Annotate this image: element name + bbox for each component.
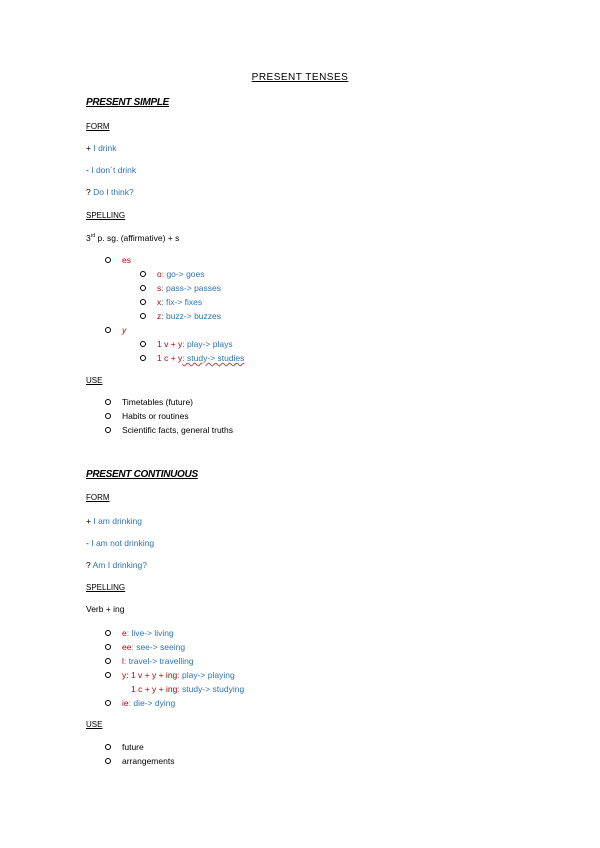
list-item: z: buzz-> buzzes	[157, 311, 222, 321]
form-line-negative	[86, 165, 136, 175]
list-item: Habits or routines	[122, 411, 189, 421]
plus-symbol: +	[86, 143, 91, 153]
list-item: ie: die-> dying	[122, 698, 176, 708]
list-item: e: live-> living	[122, 628, 174, 638]
form-example: I am drinking	[93, 516, 143, 526]
bullet-circle-icon	[105, 658, 111, 664]
bullet-circle-icon	[140, 341, 146, 347]
form-line-question	[86, 187, 134, 197]
form-line-question	[86, 560, 147, 570]
list-item: future	[122, 742, 144, 752]
bullet-circle-icon	[140, 271, 146, 277]
question-symbol: ?	[86, 560, 91, 570]
bullet-circle-icon	[105, 413, 111, 419]
form-line-negative	[86, 538, 154, 548]
form-line-affirmative	[86, 516, 142, 526]
bullet-circle-icon	[105, 257, 111, 263]
use-heading: USE	[86, 376, 103, 385]
list-item: x: fix-> fixes	[157, 297, 203, 307]
form-example: I am not drinking	[91, 538, 155, 548]
plus-symbol: +	[86, 516, 91, 526]
bullet-circle-icon	[140, 299, 146, 305]
spelling-rule: Verb + ing	[86, 604, 125, 614]
bullet-circle-icon	[105, 672, 111, 678]
form-example: I drink	[93, 143, 117, 153]
es-label: es	[122, 255, 131, 265]
list-item: l: travel-> travelling	[122, 656, 194, 666]
spelling-heading: SPELLING	[86, 583, 126, 592]
bullet-circle-icon	[105, 744, 111, 750]
spelling-rule: 3rd p. sg. (affirmative) + s	[86, 233, 180, 243]
bullet-circle-icon	[140, 355, 146, 361]
list-item: 1 c + y: study-> studies	[157, 353, 245, 363]
list-item: arrangements	[122, 756, 175, 766]
list-item: Scientific facts, general truths	[122, 425, 234, 435]
form-heading: FORM	[86, 122, 110, 131]
y-label: y	[122, 325, 127, 335]
list-item: o: go-> goes	[157, 269, 205, 279]
use-heading: USE	[86, 720, 103, 729]
form-example: Do I think?	[93, 187, 134, 197]
bullet-circle-icon	[105, 327, 111, 333]
bullet-circle-icon	[140, 313, 146, 319]
form-heading: FORM	[86, 493, 110, 502]
bullet-circle-icon	[105, 630, 111, 636]
page-title: PRESENT TENSES	[251, 72, 349, 83]
bullet-circle-icon	[140, 285, 146, 291]
bullet-circle-icon	[105, 399, 111, 405]
minus-symbol: -	[86, 538, 89, 548]
section-heading-present-simple: PRESENT SIMPLE	[86, 97, 170, 108]
list-item: y: 1 v + y + ing: play-> playing	[122, 670, 235, 680]
bullet-circle-icon	[105, 644, 111, 650]
form-example: I don´t drink	[91, 165, 137, 175]
question-symbol: ?	[86, 187, 91, 197]
bullet-circle-icon	[105, 700, 111, 706]
list-item: ee: see-> seeing	[122, 642, 186, 652]
bullet-circle-icon	[105, 758, 111, 764]
list-item-continuation: 1 c + y + ing: study-> studying	[131, 684, 245, 694]
section-heading-present-continuous: PRESENT CONTINUOUS	[86, 469, 198, 480]
spelling-heading: SPELLING	[86, 211, 126, 220]
minus-symbol: -	[86, 165, 89, 175]
list-item: 1 v + y: play-> plays	[157, 339, 233, 349]
bullet-circle-icon	[105, 427, 111, 433]
form-example: Am I drinking?	[92, 560, 147, 570]
list-item: Timetables (future)	[122, 397, 194, 407]
list-item: s: pass-> passes	[157, 283, 222, 293]
form-line-affirmative	[86, 143, 117, 153]
